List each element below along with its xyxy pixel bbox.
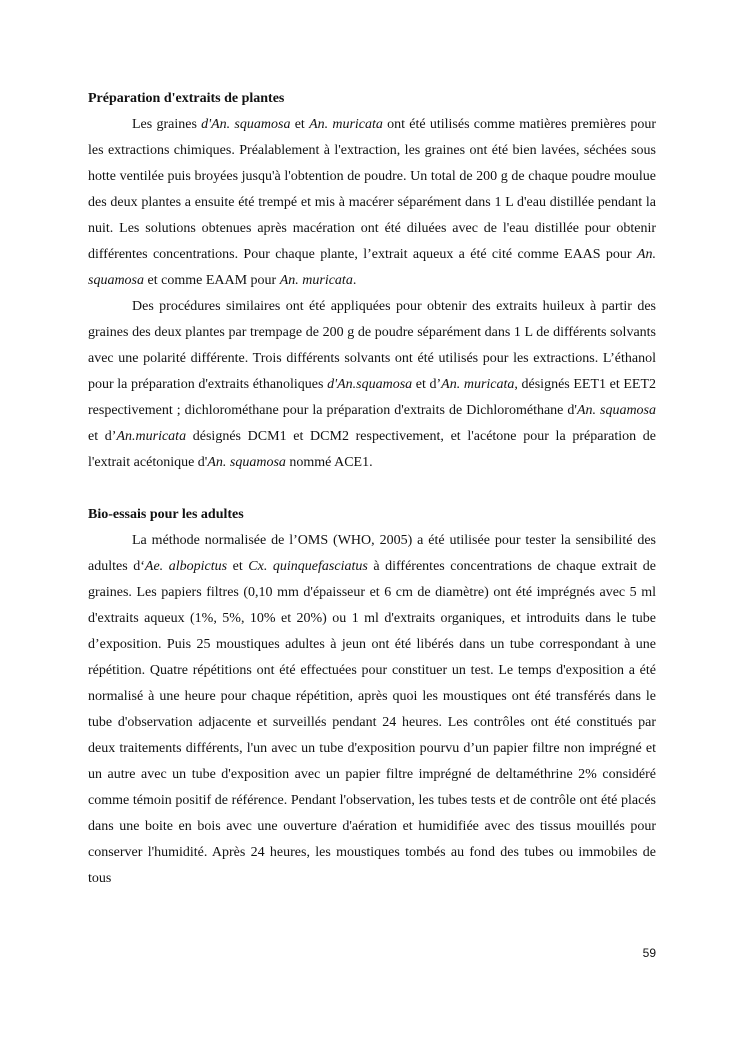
text-run: désignés DCM1 et DCM2 respectivement, et l'acétone pour la préparation de l'extrait acétonique d' [88, 429, 657, 470]
text-run: , désignés EET1 et EET2 respectivement ; dichlorométhane pour la préparation d'extraits de Dichlorométhane d' [88, 377, 657, 418]
italic-term: An. muricata [309, 117, 383, 132]
text-run: à différentes concentrations de chaque extrait de graines. Les papiers filtres (0,10 mm d'épaisseur et 6 cm de diamètre) ont été imprégnés avec 5 ml d'extraits aqueux (1%, 5%, 10% et 20%) ou 1 ml d'extraits organiques, et introduits dans le tube d’exposition. Puis 25 moustiques adultes à jeun ont été libérés dans un tube correspondant à une répétition. Quatre répétitions ont été effectuées pour constituer un test. Le temps d'exposition a été normalisé à une heure pour chaque répétition, après quoi les moustiques ont été transférés dans le tube d'observation adjacente et surveillés pendant 24 heures. Les contrôles ont été constitués par deux traitements différents, l'un avec un tube d'exposition pourvu d’un papier filtre non imprégné et un autre avec un tube d'exposition avec un papier filtre imprégné de deltaméthrine 2% considéré comme témoin positif de référence. Pendant l'observation, les tubes tests et de contrôle ont été placés dans une boite en bois avec une ouverture d'aération et humidifiée avec des tissus mouillés pour conserver l'humidité. Après 24 heures, les moustiques tombés au fond des tubes ou immobiles de tous [88, 559, 657, 886]
italic-term: An. squamosa [576, 403, 657, 418]
section-heading-bioassays: Bio-essais pour les adultes [88, 507, 244, 522]
paragraph-aqueous-extracts [88, 112, 656, 294]
text-run: Des procédures similaires ont été appliquées pour obtenir des extraits huileux à partir des graines des deux plantes par trempage de 200 g de poudre séparément dans 1 L de différents solvants avec une polarité différente. Trois différents solvants ont été utilisés pour les extractions. L’éthanol pour la préparation d'extraits éthanoliques [88, 299, 656, 392]
text-run: nommé ACE1. [285, 455, 373, 470]
page-number: 59 [642, 946, 656, 960]
text-run: et d’ [88, 429, 117, 444]
text-run: et [290, 117, 310, 132]
section-heading-preparation: Préparation d'extraits de plantes [88, 91, 285, 106]
italic-term: An. muricata [279, 273, 353, 288]
italic-term: d'An.squamosa [327, 377, 413, 392]
text-run: . [352, 273, 357, 288]
text-run: et comme EAAM pour [144, 273, 280, 288]
italic-term: Ae. albopictus [144, 559, 228, 574]
text-run: Les graines [132, 117, 202, 132]
italic-term: An.muricata [116, 429, 187, 444]
text-run: ont été utilisés comme matières premières pour les extractions chimiques. Préalablement à l'extraction, les graines ont été bien lavées, séchées sous hotte ventilée puis broyées jusqu'à l'obtention de poudre. Un total de 200 g de chaque poudre moulue des deux plantes a ensuite été trempé et mis à macérer séparément dans 1 L d'eau distillée pendant la nuit. Les solutions obtenues après macération ont été diluées avec de l'eau distillée pour obtenir différentes concentrations. Pour chaque plante, l’extrait aqueux a été cité comme EAAS pour [88, 117, 657, 262]
text-run: et d’ [412, 377, 442, 392]
section-spacer [88, 476, 656, 502]
italic-term: An. muricata [441, 377, 515, 392]
italic-term: An. squamosa [207, 455, 286, 470]
italic-term: Cx. quinquefasciatus [248, 559, 368, 574]
paragraph-adult-bioassay [88, 528, 656, 892]
text-run: et [227, 559, 249, 574]
text-run: La méthode normalisée de l’OMS (WHO, 2005) a été utilisée pour tester la sensibilité des adultes d‘ [88, 533, 656, 574]
italic-term: d'An. squamosa [201, 117, 291, 132]
italic-term: An. squamosa [88, 247, 656, 288]
paragraph-oily-extracts [88, 294, 656, 476]
page-content [88, 86, 656, 892]
